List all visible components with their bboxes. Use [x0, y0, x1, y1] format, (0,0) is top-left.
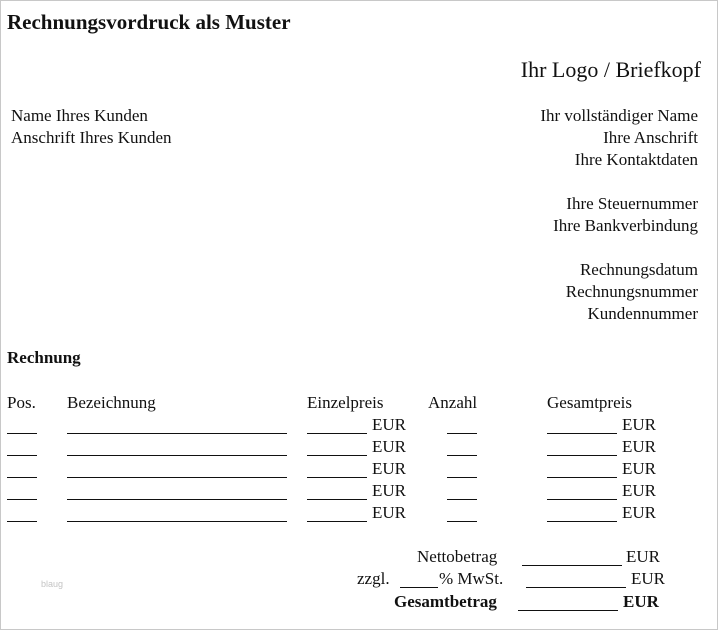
header-description: Bezeichnung	[67, 393, 156, 412]
total-price-field[interactable]	[547, 521, 617, 522]
sender-full-name: Ihr vollständiger Name	[540, 106, 698, 125]
unit-price-currency: EUR	[372, 503, 406, 522]
logo-placeholder: Ihr Logo / Briefkopf	[520, 57, 701, 82]
total-price-field[interactable]	[547, 499, 617, 500]
vat-amount-currency: EUR	[631, 569, 665, 588]
gross-amount-label: Gesamtbetrag	[394, 592, 497, 611]
description-field[interactable]	[67, 455, 287, 456]
vat-suffix: % MwSt.	[439, 569, 504, 588]
unit-price-field[interactable]	[307, 433, 367, 434]
net-amount-currency: EUR	[626, 547, 660, 566]
invoice-date-label: Rechnungsdatum	[579, 260, 698, 279]
sender-address: Ihre Anschrift	[603, 128, 698, 147]
page-title: Rechnungsvordruck als Muster	[7, 10, 291, 34]
watermark: blaug	[41, 579, 64, 589]
quantity-field[interactable]	[447, 455, 477, 456]
description-field[interactable]	[67, 521, 287, 522]
section-title: Rechnung	[7, 348, 81, 367]
pos-field[interactable]	[7, 477, 37, 478]
unit-price-currency: EUR	[372, 415, 406, 434]
vat-prefix: zzgl.	[357, 569, 390, 588]
unit-price-field[interactable]	[307, 455, 367, 456]
sender-tax-number: Ihre Steuernummer	[566, 194, 698, 213]
gross-amount-currency: EUR	[623, 592, 659, 611]
description-field[interactable]	[67, 433, 287, 434]
header-quantity: Anzahl	[428, 393, 478, 412]
pos-field[interactable]	[7, 455, 37, 456]
quantity-field[interactable]	[447, 477, 477, 478]
total-price-currency: EUR	[622, 503, 656, 522]
header-unit-price: Einzelpreis	[307, 393, 384, 412]
vat-rate-field[interactable]	[400, 587, 438, 588]
unit-price-currency: EUR	[372, 459, 406, 478]
customer-number-label: Kundennummer	[587, 304, 698, 323]
vat-amount-field[interactable]	[526, 587, 626, 588]
pos-field[interactable]	[7, 521, 37, 522]
quantity-field[interactable]	[447, 499, 477, 500]
unit-price-currency: EUR	[372, 437, 406, 456]
description-field[interactable]	[67, 477, 287, 478]
unit-price-field[interactable]	[307, 477, 367, 478]
quantity-field[interactable]	[447, 433, 477, 434]
total-price-field[interactable]	[547, 433, 617, 434]
total-price-currency: EUR	[622, 437, 656, 456]
total-price-field[interactable]	[547, 477, 617, 478]
pos-field[interactable]	[7, 433, 37, 434]
sender-bank: Ihre Bankverbindung	[553, 216, 698, 235]
total-price-currency: EUR	[622, 481, 656, 500]
quantity-field[interactable]	[447, 521, 477, 522]
total-price-field[interactable]	[547, 455, 617, 456]
total-price-currency: EUR	[622, 459, 656, 478]
customer-name: Name Ihres Kunden	[11, 106, 148, 125]
total-price-currency: EUR	[622, 415, 656, 434]
net-amount-field[interactable]	[522, 565, 622, 566]
invoice-number-label: Rechnungsnummer	[565, 282, 698, 301]
header-total-price: Gesamtpreis	[547, 393, 632, 412]
description-field[interactable]	[67, 499, 287, 500]
sender-contact: Ihre Kontaktdaten	[574, 150, 698, 169]
header-pos: Pos.	[7, 393, 36, 412]
gross-amount-field[interactable]	[518, 610, 618, 611]
net-amount-label: Nettobetrag	[417, 547, 498, 566]
customer-address: Anschrift Ihres Kunden	[11, 128, 172, 147]
unit-price-field[interactable]	[307, 521, 367, 522]
unit-price-field[interactable]	[307, 499, 367, 500]
unit-price-currency: EUR	[372, 481, 406, 500]
pos-field[interactable]	[7, 499, 37, 500]
